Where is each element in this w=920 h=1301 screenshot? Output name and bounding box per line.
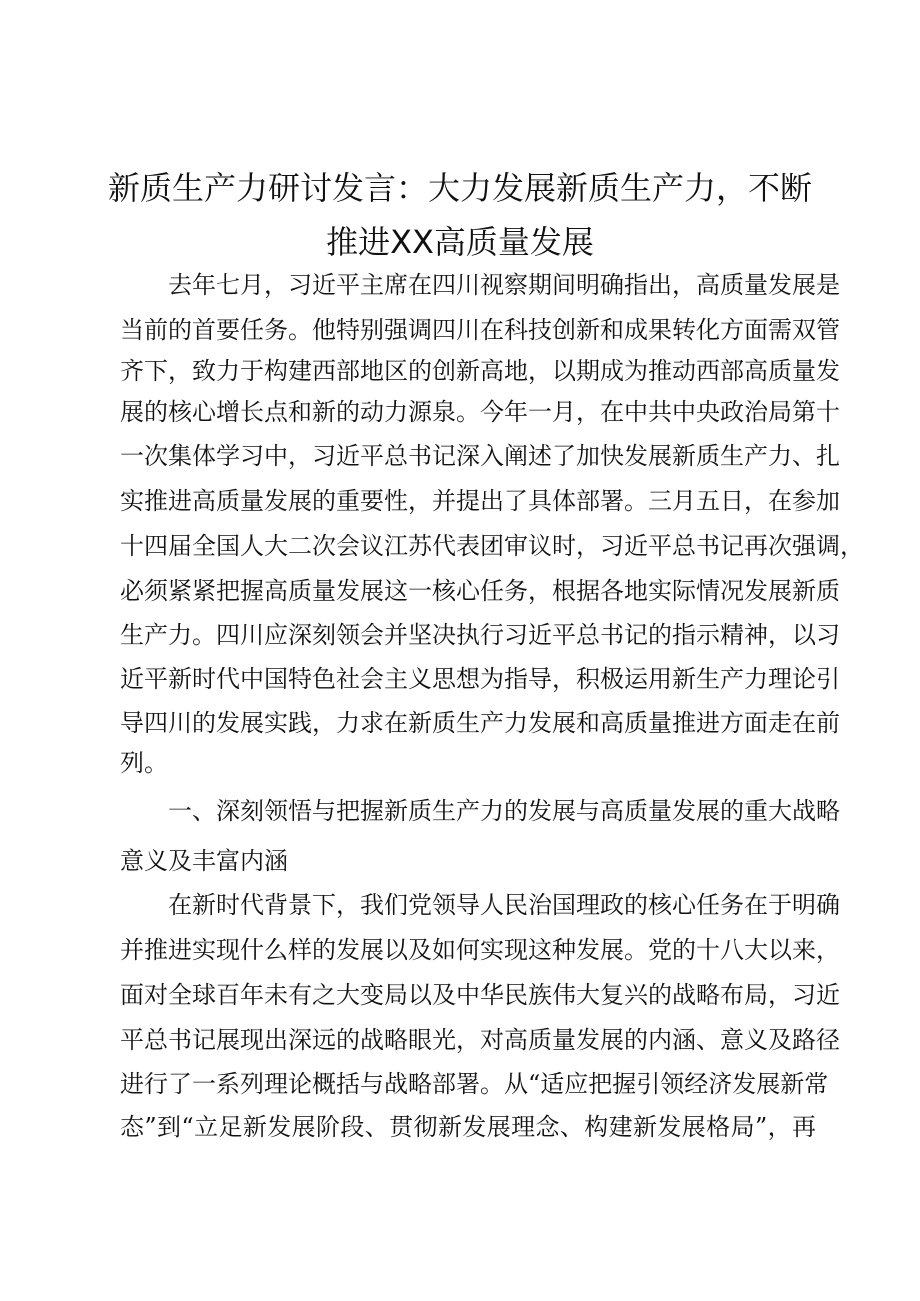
paragraph-1-line: 生产力。四川应深刻领会并坚决执行习近平总书记的指示精神，以习 — [120, 621, 840, 649]
section-1-heading-line: 一、深刻领悟与把握新质生产力的发展与高质量发展的重大战略 — [168, 797, 840, 825]
paragraph-1-line: 当前的首要任务。他特别强调四川在科技创新和成果转化方面需双管 — [120, 316, 840, 344]
paragraph-2-line: 并推进实现什么样的发展以及如何实现这种发展。党的十八大以来， — [120, 936, 840, 964]
paragraph-1-line: 齐下，致力于构建西部地区的创新高地，以期成为推动西部高质量发 — [120, 357, 840, 385]
document-title-line-2: 推进XX高质量发展 — [326, 223, 594, 261]
paragraph-1-line: 十四届全国人大二次会议江苏代表团审议时，习近平总书记再次强调， — [120, 532, 864, 560]
paragraph-1-line: 近平新时代中国特色社会主义思想为指导，积极运用新生产力理论引 — [120, 665, 840, 693]
paragraph-2-line: 在新时代背景下，我们党领导人民治国理政的核心任务在于明确 — [168, 891, 840, 919]
paragraph-2-line: 面对全球百年未有之大变局以及中华民族伟大复兴的战略布局，习近 — [120, 981, 840, 1009]
paragraph-1-line: 必须紧紧把握高质量发展这一核心任务，根据各地实际情况发展新质 — [120, 577, 840, 605]
paragraph-1-line: 展的核心增长点和新的动力源泉。今年一月，在中共中央政治局第十 — [120, 398, 840, 426]
paragraph-2-line: 平总书记展现出深远的战略眼光，对高质量发展的内涵、意义及路径 — [120, 1026, 840, 1054]
paragraph-1-line: 去年七月，习近平主席在四川视察期间明确指出，高质量发展是 — [168, 271, 840, 299]
paragraph-1-line: 导四川的发展实践，力求在新质生产力发展和高质量推进方面走在前 — [120, 709, 840, 737]
document-title-line-1: 新质生产力研讨发言：大力发展新质生产力，不断 — [107, 169, 812, 207]
paragraph-1-line: 实推进高质量发展的重要性，并提出了具体部署。三月五日，在参加 — [120, 487, 840, 515]
paragraph-2-line: 进行了一系列理论概括与战略部署。从“适应把握引领经济发展新常 — [120, 1070, 829, 1098]
paragraph-1-line: 一次集体学习中，习近平总书记深入阐述了加快发展新质生产力、扎 — [120, 442, 840, 470]
paragraph-2-line: 态”到“立足新发展阶段、贯彻新发展理念、构建新发展格局”，再 — [120, 1113, 816, 1141]
section-1-heading-line: 意义及丰富内涵 — [120, 847, 288, 875]
paragraph-1-line: 列。 — [120, 749, 168, 777]
